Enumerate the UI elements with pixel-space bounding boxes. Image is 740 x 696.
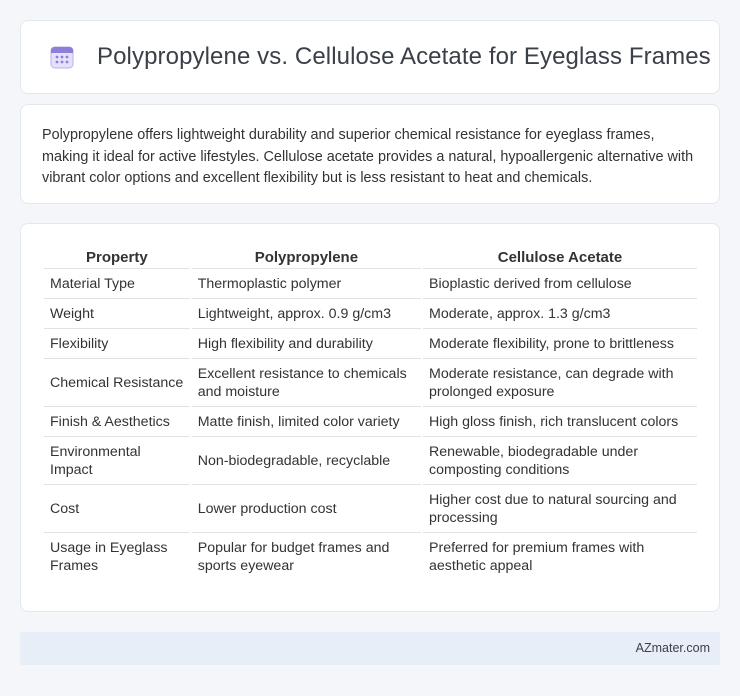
cell-cellulose-acetate: High gloss finish, rich translucent colors (423, 407, 697, 437)
table-row (44, 407, 697, 437)
table-row (44, 329, 697, 359)
footer-site-label: AZmater.com (635, 641, 710, 655)
comparison-table (42, 245, 699, 580)
cell-property: Flexibility (44, 329, 190, 359)
cell-property: Finish & Aesthetics (44, 407, 190, 437)
cell-property: Environmental Impact (44, 437, 190, 485)
cell-property: Usage in Eyeglass Frames (50, 540, 168, 574)
cell-property: Cost (44, 485, 190, 533)
cell-cellulose-acetate: Preferred for premium frames with aesthetic appeal (429, 540, 645, 574)
cell-cellulose-acetate: Moderate resistance, can degrade with prolonged exposure (423, 359, 697, 407)
calendar-icon (49, 44, 75, 70)
table-row (44, 269, 697, 299)
cell-polypropylene: Excellent resistance to chemicals and moisture (192, 359, 421, 407)
table-row (44, 359, 697, 407)
table-row (44, 485, 697, 533)
cell-polypropylene: High flexibility and durability (192, 329, 421, 359)
cell-polypropylene: Lightweight, approx. 0.9 g/cm3 (192, 299, 421, 329)
cell-cellulose-acetate: Bioplastic derived from cellulose (423, 269, 697, 299)
table-row (44, 437, 697, 485)
header-property: Property (44, 245, 190, 269)
intro-card (20, 104, 720, 204)
cell-cellulose-acetate: Renewable, biodegradable under composting conditions (423, 437, 697, 485)
table-row (44, 533, 697, 580)
cell-property: Chemical Resistance (44, 359, 190, 407)
cell-property: Material Type (44, 269, 190, 299)
cell-polypropylene: Matte finish, limited color variety (192, 407, 421, 437)
table-header-row (44, 245, 697, 269)
table-row (44, 299, 697, 329)
cell-property: Weight (44, 299, 190, 329)
comparison-card (20, 223, 720, 612)
cell-cellulose-acetate: Higher cost due to natural sourcing and processing (423, 485, 697, 533)
footer-bar (20, 632, 720, 665)
cell-polypropylene: Thermoplastic polymer (192, 269, 421, 299)
intro-paragraph: Polypropylene offers lightweight durability and superior chemical resistance for eyeglass frames, making it ideal for active lifestyles. Cellulose acetate provides a natural, hypoallergenic alternative with vibrant color options and excellent flexibility but is less resistant to heat and chemicals. (42, 127, 694, 186)
cell-cellulose-acetate: Moderate, approx. 1.3 g/cm3 (423, 299, 697, 329)
cell-polypropylene: Popular for budget frames and sports eyewear (197, 540, 390, 574)
header-cellulose-acetate: Cellulose Acetate (423, 245, 697, 269)
header-polypropylene: Polypropylene (192, 245, 421, 269)
cell-cellulose-acetate: Moderate flexibility, prone to brittleness (423, 329, 697, 359)
cell-polypropylene: Lower production cost (192, 485, 421, 533)
page-title: Polypropylene vs. Cellulose Acetate for Eyeglass Frames (97, 43, 711, 70)
header-card (20, 20, 720, 94)
cell-polypropylene: Non-biodegradable, recyclable (192, 437, 421, 485)
